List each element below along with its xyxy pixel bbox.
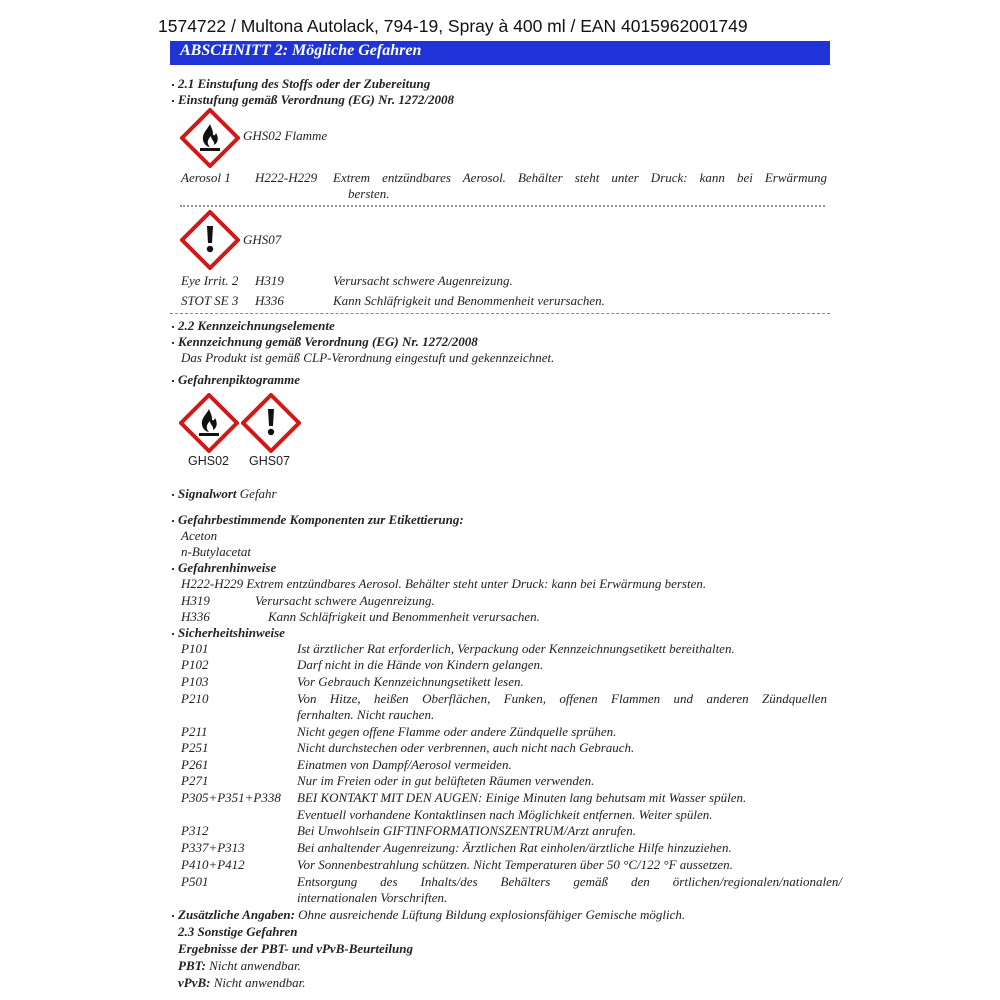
heading-2-1: 2.1 Einstufung des Stoffs oder der Zubereitung <box>172 76 430 92</box>
precautionary-statements-heading: Sicherheitshinweise <box>172 625 285 641</box>
heading-2-3: 2.3 Sonstige Gefahren <box>178 924 298 939</box>
aerosol-code: H222-H229 <box>255 170 318 185</box>
component-item-2: n-Butylacetat <box>181 544 252 559</box>
p-text-cont: fernhalten. Nicht rauchen. <box>297 707 435 722</box>
code-row-2: H336 <box>255 293 284 308</box>
p-text: Bei anhaltender Augenreizung: Ärztlichen Rat einholen/ärztliche Hilfe hinzuziehen. <box>297 840 732 855</box>
p-text: Von Hitze, heißen Oberflächen, Funken, offenen Flammen und anderen Zündquellen <box>297 691 827 706</box>
dotted-divider <box>180 205 825 207</box>
p-code: P101 <box>181 641 209 656</box>
p-code: P211 <box>181 724 208 739</box>
p-code: P251 <box>181 740 209 755</box>
ghs02-label: GHS02 Flamme <box>243 128 328 143</box>
pictograms-heading: Gefahrenpiktogramme <box>172 372 300 388</box>
p-text-cont: internationalen Vorschriften. <box>297 890 448 905</box>
p-text: Ist ärztlicher Rat erforderlich, Verpackung oder Kennzeichnungsetikett bereithalten. <box>297 641 735 656</box>
p-code: P103 <box>181 674 209 689</box>
class-row-1: Eye Irrit. 2 <box>181 273 239 288</box>
ghs07-exclamation-icon <box>180 210 240 270</box>
p-text: BEI KONTAKT MIT DEN AUGEN: Einige Minuten lang behutsam mit Wasser spülen. <box>297 790 747 805</box>
document-title: 1574722 / Multona Autolack, 794-19, Spray à 400 ml / EAN 4015962001749 <box>158 16 748 36</box>
p-text: Vor Gebrauch Kennzeichnungsetikett lesen. <box>297 674 524 689</box>
text-row-2: Kann Schläfrigkeit und Benommenheit verursachen. <box>333 293 605 308</box>
heading-labelling: Kennzeichnung gemäß Verordnung (EG) Nr. 1272/2008 <box>172 334 478 350</box>
ghs07-exclamation-pictogram-icon <box>241 393 301 453</box>
ghs02-flame-pictogram-icon <box>179 393 239 453</box>
code-row-1: H319 <box>255 273 284 288</box>
heading-2-2: 2.2 Kennzeichnungselemente <box>172 318 335 334</box>
clp-note: Das Produkt ist gemäß CLP-Verordnung eingestuft und gekennzeichnet. <box>181 350 555 365</box>
vpvb-result: vPvB: Nicht anwendbar. <box>178 975 306 990</box>
pbt-heading: Ergebnisse der PBT- und vPvB-Beurteilung <box>178 941 413 956</box>
hazard-statements-heading: Gefahrenhinweise <box>172 560 276 576</box>
p-text: Entsorgung des Inhalts/des Behälters gemäß den örtlichen/regionalen/nationalen/ <box>297 874 842 889</box>
p-text: Darf nicht in die Hände von Kindern gelangen. <box>297 657 544 672</box>
p-text-cont: Eventuell vorhandene Kontaktlinsen nach Möglichkeit entfernen. Weiter spülen. <box>297 807 713 822</box>
p-text: Bei Unwohlsein GIFTINFORMATIONSZENTRUM/Arzt anrufen. <box>297 823 636 838</box>
section-header-bar <box>170 41 830 65</box>
p-text: Vor Sonnenbestrahlung schützen. Nicht Temperaturen über 50 °C/122 °F aussetzen. <box>297 857 733 872</box>
p-text: Nur im Freien oder in gut belüfteten Räumen verwenden. <box>297 773 595 788</box>
dashed-divider <box>170 313 830 314</box>
pictogram-caption-ghs07: GHS07 <box>249 454 290 468</box>
heading-classification: Einstufung gemäß Verordnung (EG) Nr. 1272/2008 <box>172 92 454 108</box>
signal-word: Signalwort Gefahr <box>172 486 277 502</box>
aerosol-class: Aerosol 1 <box>181 170 231 185</box>
components-heading: Gefahrbestimmende Komponenten zur Etikettierung: <box>172 512 464 528</box>
p-text: Nicht durchstechen oder verbrennen, auch nicht nach Gebrauch. <box>297 740 635 755</box>
ghs07-label: GHS07 <box>243 232 282 247</box>
hazard-text-2: Verursacht schwere Augenreizung. <box>255 593 435 608</box>
hazard-row-1: H222-H229 Extrem entzündbares Aerosol. Behälter steht unter Druck: kann bei Erwärmung bersten. <box>181 576 707 591</box>
p-code: P261 <box>181 757 209 772</box>
class-row-2: STOT SE 3 <box>181 293 239 308</box>
p-code: P102 <box>181 657 209 672</box>
text-row-1: Verursacht schwere Augenreizung. <box>333 273 513 288</box>
p-code: P210 <box>181 691 209 706</box>
component-item-1: Aceton <box>181 528 218 543</box>
p-code: P337+P313 <box>181 840 245 855</box>
p-code: P312 <box>181 823 209 838</box>
p-text: Nicht gegen offene Flamme oder andere Zündquelle sprühen. <box>297 724 617 739</box>
p-text: Einatmen von Dampf/Aerosol vermeiden. <box>297 757 512 772</box>
ghs02-flame-icon <box>180 108 240 168</box>
hazard-code-2: H319 <box>181 593 210 608</box>
section-title: ABSCHNITT 2: Mögliche Gefahren <box>180 42 422 59</box>
additional-info: Zusätzliche Angaben: Ohne ausreichende Lüftung Bildung explosionsfähiger Gemische möglich. <box>172 907 685 923</box>
hazard-text-3: Kann Schläfrigkeit und Benommenheit verursachen. <box>268 609 540 624</box>
p-code: P305+P351+P338 <box>181 790 281 805</box>
pictogram-caption-ghs02: GHS02 <box>188 454 229 468</box>
aerosol-text-cont: bersten. <box>348 186 390 201</box>
hazard-code-3: H336 <box>181 609 210 624</box>
p-code: P501 <box>181 874 209 889</box>
pbt-result: PBT: Nicht anwendbar. <box>178 958 301 973</box>
aerosol-text: Extrem entzündbares Aerosol. Behälter steht unter Druck: kann bei Erwärmung <box>333 170 827 185</box>
p-code: P410+P412 <box>181 857 245 872</box>
p-code: P271 <box>181 773 209 788</box>
